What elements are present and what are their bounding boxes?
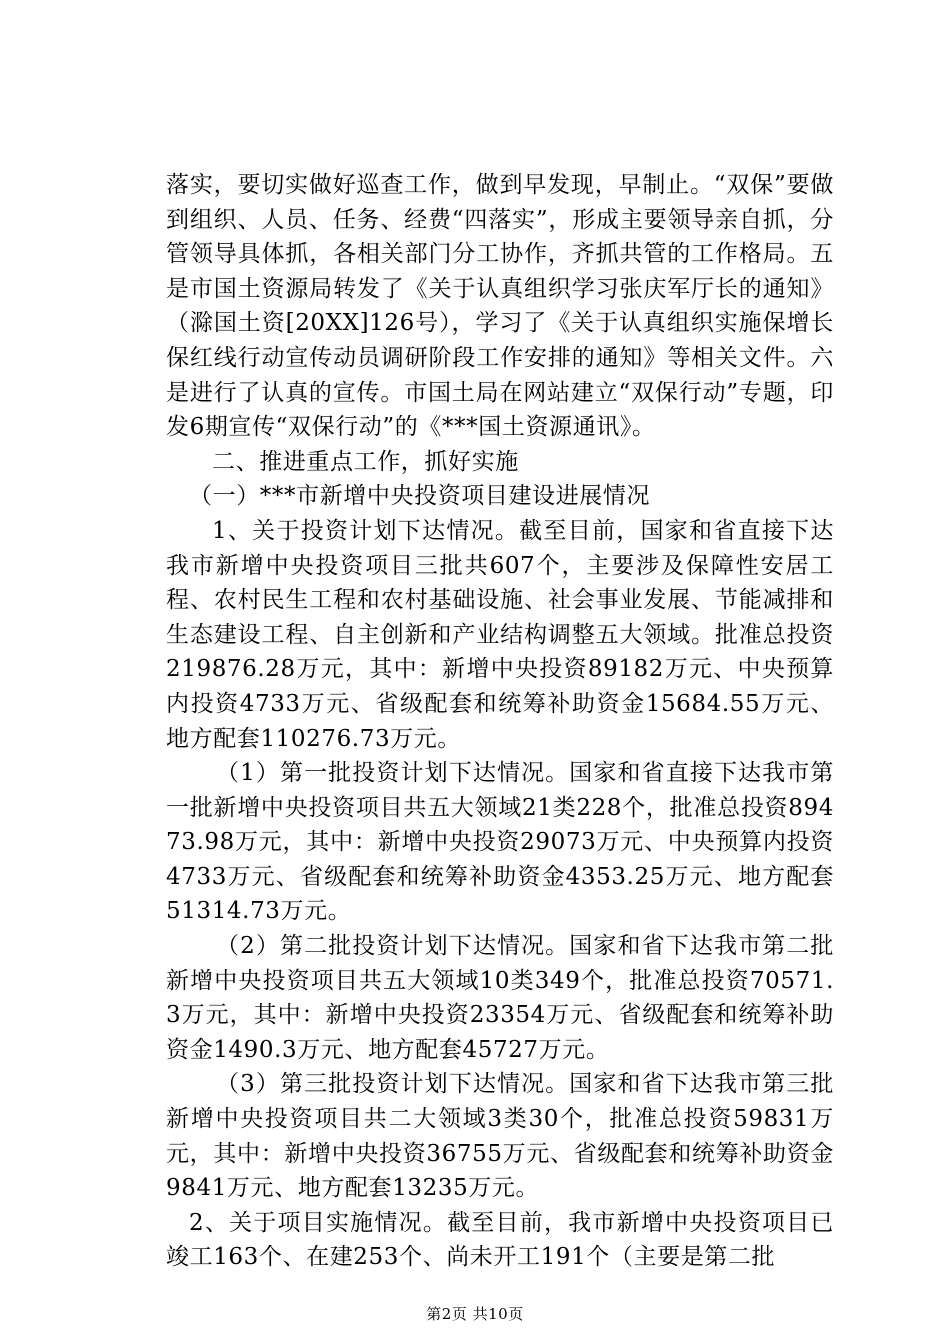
section-heading: 二、推进重点工作，抓好实施 bbox=[212, 448, 519, 475]
paragraph-investment-plan: 1、关于投资计划下达情况。截至目前，国家和省直接下达我市新增中央投资项目三批共607个，主要涉及保障性安居工程、农村民生工程和农村基础设施、社会事业发展、节能减排和生态建设工程、自主创新和产业结构调整五大领域。批准总投资219876.28万元，其中：新增中央投资89182万元、中央预算内投资4733万元、省级配套和统筹补助资金15684.55万元、地方配套110276.73万元。 bbox=[166, 517, 834, 752]
paragraph-continuation: 落实，要切实做好巡查工作，做到早发现，早制止。“双保”要做到组织、人员、任务、经费“四落实”，形成主要领导亲自抓，分管领导具体抓，各相关部门分工协作，齐抓共管的工作格局。五是市国土资源局转发了《关于认真组织学习张庆军厅长的通知》（滁国土资[20XX]126号），学习了《关于认真组织实施保增长保红线行动宣传动员调研阶段工作安排的通知》等相关文件。六是进行了认真的宣传。市国土局在网站建立“双保行动”专题，印发6期宣传“双保行动”的《***国土资源通讯》。 bbox=[166, 172, 834, 441]
paragraph-first-batch: （1）第一批投资计划下达情况。国家和省直接下达我市第一批新增中央投资项目共五大领域21类228个，批准总投资89473.98万元，其中：新增中央投资29073万元、中央预算内投资4733万元、省级配套和统筹补助资金4353.25万元、地方配套51314.73万元。 bbox=[166, 760, 834, 925]
paragraph-third-batch: （3）第三批投资计划下达情况。国家和省下达我市第三批新增中央投资项目共二大领域3类30个，批准总投资59831万元，其中：新增中央投资36755万元、省级配套和统筹补助资金9841万元、地方配套13235万元。 bbox=[166, 1071, 834, 1202]
paragraph-second-batch: （2）第二批投资计划下达情况。国家和省下达我市第二批新增中央投资项目共五大领域10类349个，批准总投资70571.3万元，其中：新增中央投资23354万元、省级配套和统筹补助资金1490.3万元、地方配套45727万元。 bbox=[166, 933, 834, 1063]
document-body bbox=[166, 168, 834, 1275]
paragraph-project-implementation: 2、关于项目实施情况。截至目前，我市新增中央投资项目已竣工163个、在建253个、尚未开工191个（主要是第二批 bbox=[166, 1209, 834, 1271]
subsection-heading: （一）***市新增中央投资项目建设进展情况 bbox=[189, 483, 651, 510]
page-footer: 第2页 共10页 bbox=[426, 1305, 524, 1323]
